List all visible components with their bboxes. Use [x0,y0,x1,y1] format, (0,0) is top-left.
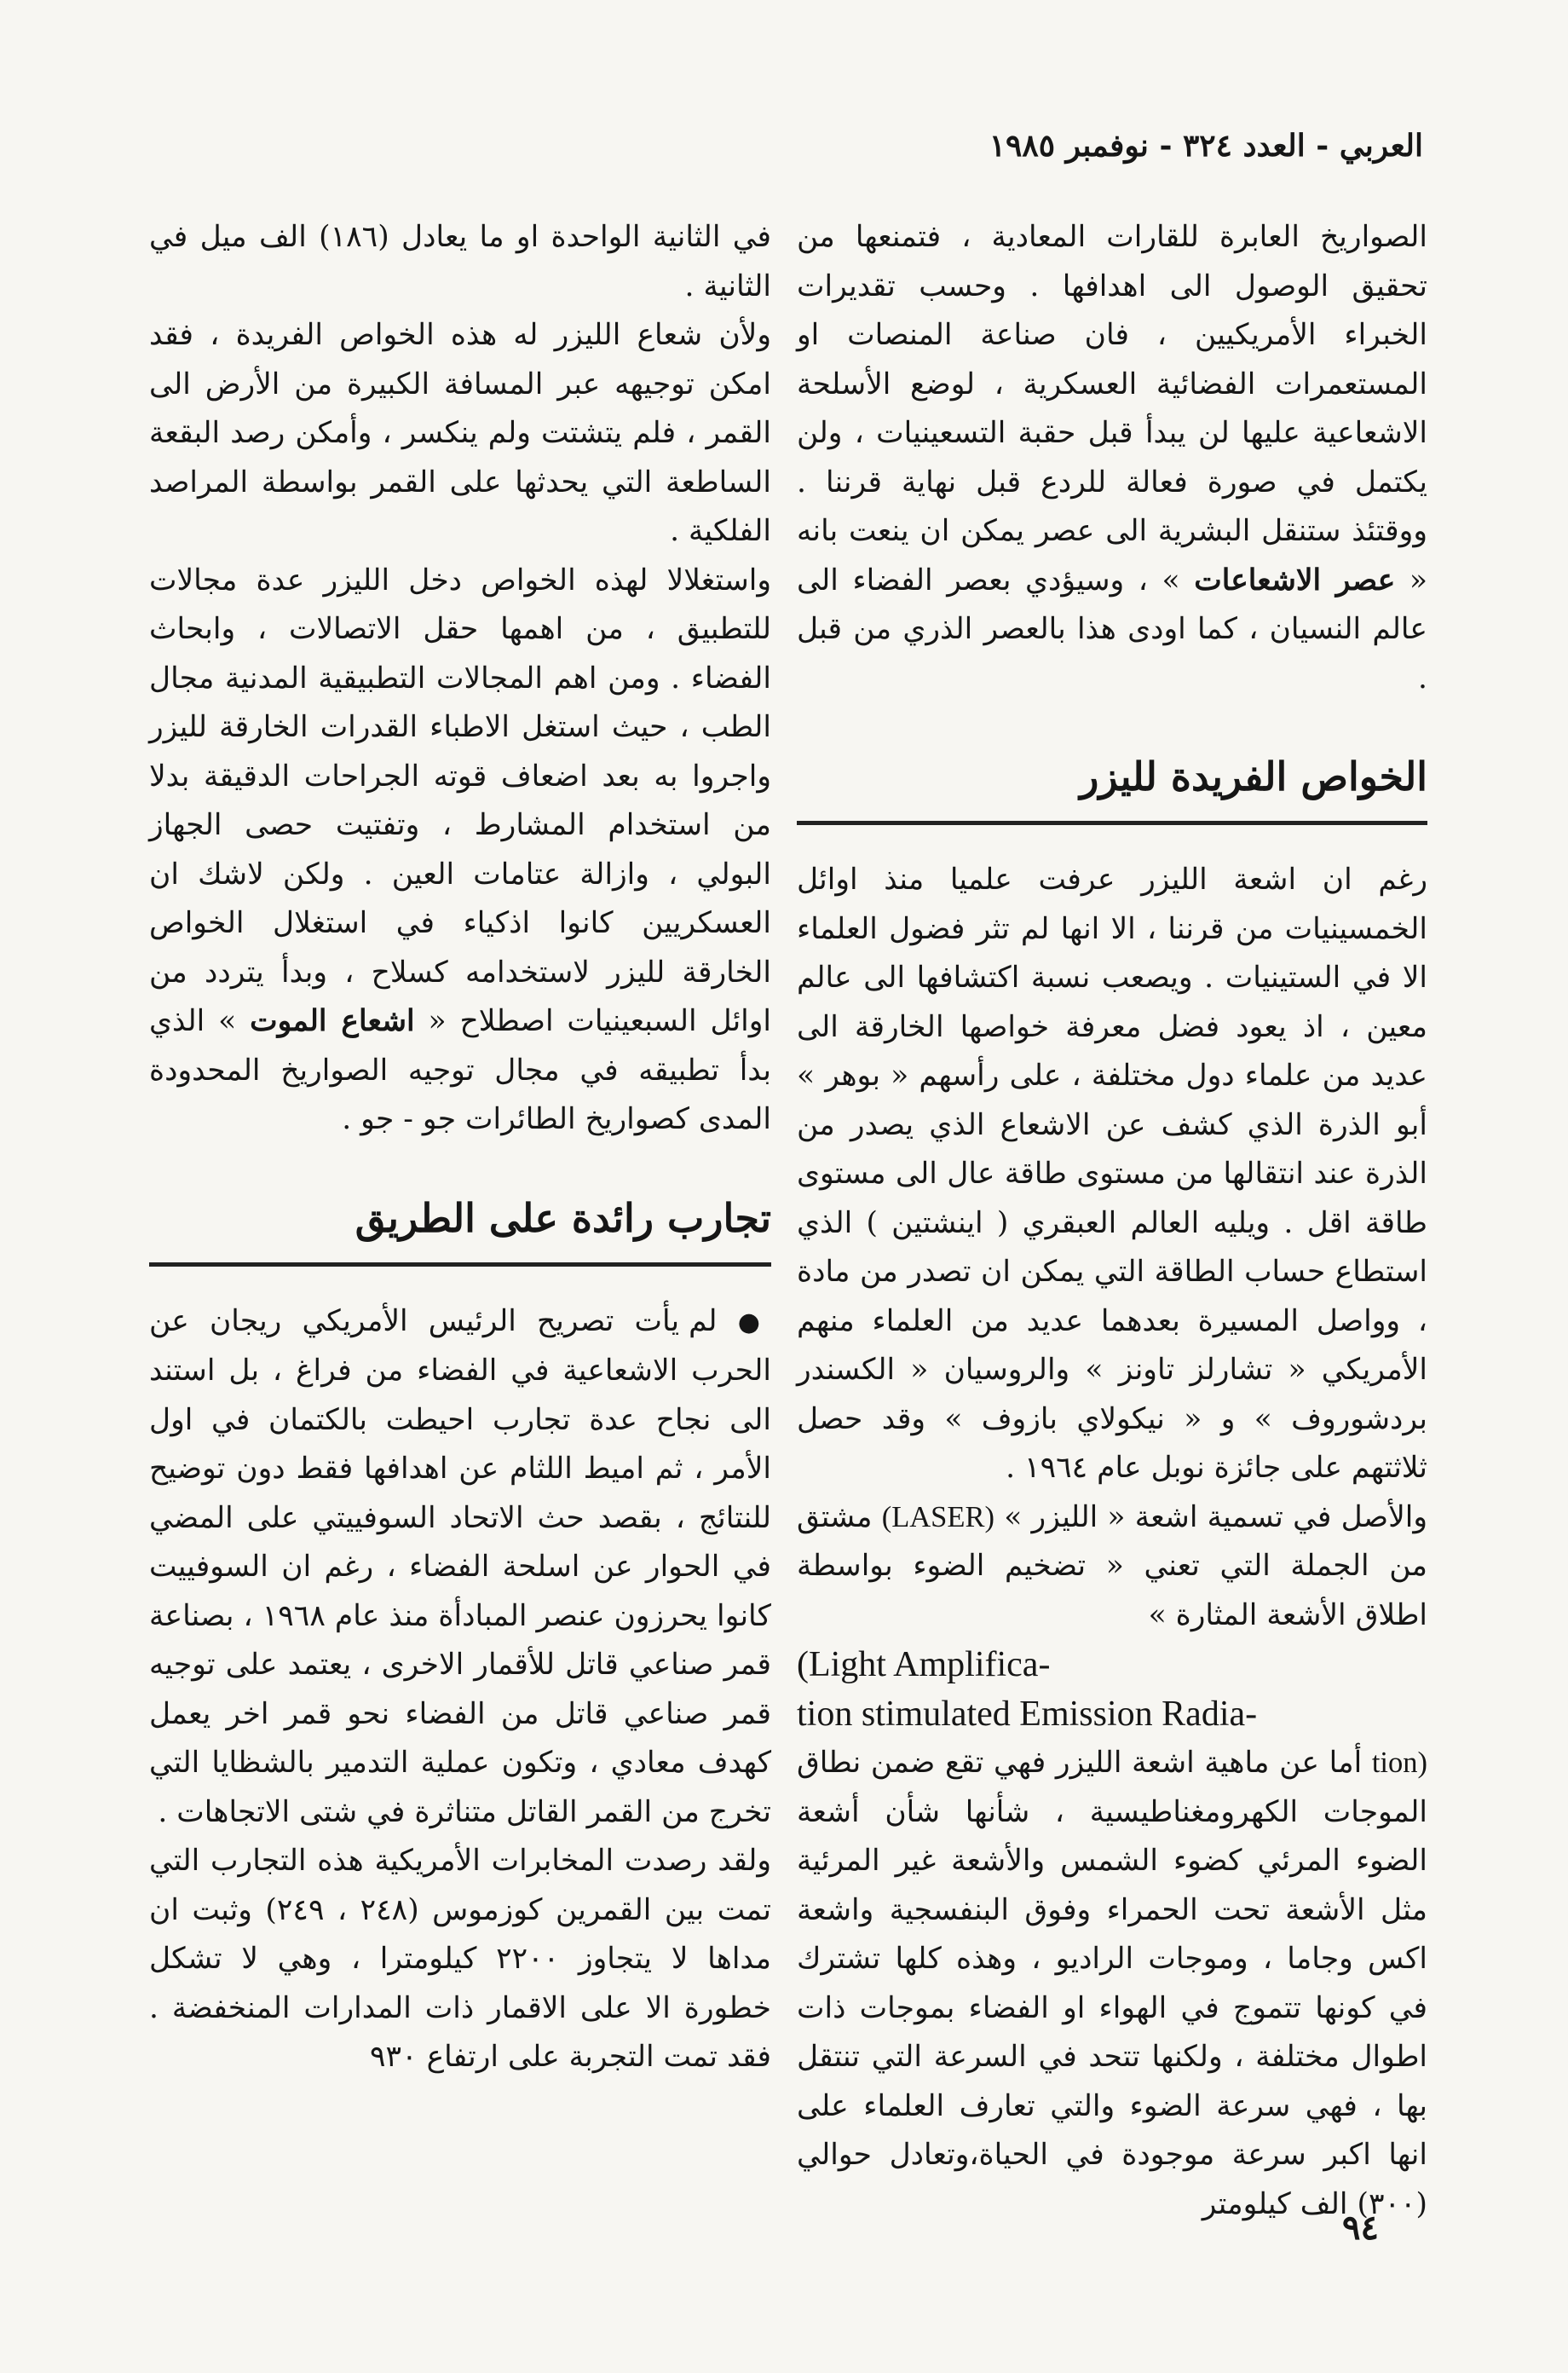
intelligence-paragraph: ولقد رصدت المخابرات الأمريكية هذه التجارب التي تمت بين القمرين كوزموس (٢٤٨ ، ٢٤٩) وثبت ان مداها لا يتجاوز ٢٢٠٠ كيلومترا ، وهي لا تشكل خطورة الا على الاقمار ذات المدارات المنخفضة . فقد تمت التجربة على ارتفاع ٩٣٠ [149,1844,772,2074]
laser-history-paragraph: رغم ان اشعة الليزر عرفت علميا منذ اوائل الخمسينيات من قرننا ، الا انها لم تثر فضول العلماء الا في الستينيات . ويصعب نسبة اكتشافها الى عالم معين ، اذ يعود فضل معرفة خواصها الخارقة الى عديد من علماء دول مختلفة ، على رأسهم « بوهر » أبو الذرة الذي كشف عن الاشعاع الذي يصدر من الذرة عند انتقالها من مستوى طاقة عال الى مستوى طاقة اقل . ويليه العالم العبقري ( اينشتين ) الذي استطاع حساب الطاقة التي يمكن ان تصدر من مادة ، وواصل المسيرة بعدهما عديد من العلماء منهم الأمريكي « تشارلز تاونز » والروسيان « الكسندر بردشوروف » و « نيكولاي بازوف » وقد حصل ثلاثتهم على جائزة نوبل عام ١٩٦٤ . [797,863,1427,1485]
experiments-paragraph [149,1297,771,1838]
origin-text-2: مشتق من الجملة التي تعني « تضخيم الضوء بواسطة اطلاق الأشعة المثارة » [797,1499,1427,1632]
left-column [149,213,771,2082]
laser-acronym: (LASER) [881,1500,994,1533]
death-ray-term: اشعاع الموت [250,1004,415,1038]
laser-expansion-line-3: tion) [1371,1747,1428,1779]
light-speed-paragraph: في الثانية الواحدة او ما يعادل (١٨٦) الف ميل في الثانية . [149,220,772,303]
laser-origin-paragraph [797,1493,1427,1641]
intro-text-2: » ، وسيؤدي بعصر الفضاء الى عالم النسيان ، كما اودى هذا بالعصر الذري من قبل . [797,563,1427,696]
running-header: العربي - العدد ٣٢٤ - نوفمبر ١٩٨٥ [989,128,1423,164]
intro-paragraph [797,213,1427,703]
page-number: ٩٤ [1342,2208,1379,2248]
applications-text-1: واستغلالا لهذه الخواص دخل الليزر عدة مجالات للتطبيق ، من اهمها حقل الاتصالات ، وابحاث الفضاء . ومن اهم المجالات التطبيقية المدنية مجال الطب ، حيث استغل الاطباء القدرات الخارقة لليزر واجروا به بعد اضعاف قوته الجراحات الدقيقة بدلا من استخدام المشارط ، وتفتيت حصى الجهاز البولي ، وازالة عتامات العين . ولكن لاشك ان العسكريين كانوا اذكياء في استغلال الخواص الخارقة لليزر لاستخدامه كسلاح ، وبدأ يتردد من اوائل السبعينيات اصطلاح « [149,563,771,1038]
laser-expansion-line-2: tion stimulated Emission Radia- [797,1695,1258,1734]
applications-text-2: » الذي بدأ تطبيقه في مجال توجيه الصواريخ المحدودة المدى كصواريخ الطائرات جو - جو . [149,1004,771,1136]
nature-text: أما عن ماهية اشعة الليزر فهي تقع ضمن نطاق الموجات الكهرومغناطيسية ، شأنها شأن أشعة الضوء المرئي كضوء الشمس والأشعة غير المرئية مثل الأشعة تحت الحمراء وفوق البنفسجية واشعة اكس وجاما ، وموجات الراديو ، وهذه كلها تشترك في كونها تتموج في الهواء او الفضاء بموجات ذات اطوال مختلفة ، ولكنها تتحد في السرعة التي تنتقل بها ، فهي سرعة الضوء والتي تعارف العلماء على انها اكبر سرعة موجودة في الحياة،وتعادل حوالي (٣٠٠) الف كيلومتر [797,1746,1427,2221]
section-heading-laser-properties: الخواص الفريدة لليزر [797,751,1427,825]
laser-nature-paragraph [797,1739,1427,2229]
era-of-radiation-term: عصر الاشعاعات [1194,563,1396,598]
section-heading-pioneering-experiments: تجارب رائدة على الطريق [149,1192,771,1267]
applications-paragraph [149,557,771,1145]
right-column [797,213,1427,2229]
laser-expansion-line-1: (Light Amplifica- [797,1645,1051,1684]
experiments-text: لم يأت تصريح الرئيس الأمريكي ريجان عن الحرب الاشعاعية في الفضاء من فراغ ، بل استند الى نجاح عدة تجارب احيطت بالكتمان في اول الأمر ، ثم اميط اللثام عن اهدافها فقط دون توضيح للنتائج ، بقصد حث الاتحاد السوفييتي على المضي في الحوار عن اسلحة الفضاء ، رغم ان السوفييت كانوا يحرزون عنصر المبادأة منذ عام ١٩٦٨ ، بصناعة قمر صناعي قاتل للأقمار الاخرى ، يعتمد على توجيه قمر صناعي قاتل من الفضاء نحو قمر اخر يعمل كهدف معادي ، وتكون عملية التدمير بالشظايا التي تخرج من القمر القاتل متناثرة في شتى الاتجاهات . [149,1303,771,1829]
intro-text-1: الصواريخ العابرة للقارات المعادية ، فتمنعها من تحقيق الوصول الى اهدافها . وحسب تقديرات الخبراء الأمريكيين ، فان صناعة المنصات او المستعمرات الفضائية العسكرية ، لوضع الأسلحة الاشعاعية عليها لن يبدأ قبل حقبة التسعينيات ، ولن يكتمل في صورة فعالة للردع قبل نهاية قرننا . ووقتئذ ستنقل البشرية الى عصر يمكن ان ينعت بانه « [797,220,1427,598]
origin-text-1: والأصل في تسمية اشعة « الليزر » [1004,1499,1427,1534]
moon-paragraph: ولأن شعاع الليزر له هذه الخواص الفريدة ، فقد امكن توجيهه عبر المسافة الكبيرة من الأرض الى القمر ، فلم يتشتت ولم ينكسر ، وأمكن رصد البقعة الساطعة التي يحدثها على القمر بواسطة المراصد الفلكية . [149,318,771,548]
bullet-icon: ● [737,1307,772,1337]
